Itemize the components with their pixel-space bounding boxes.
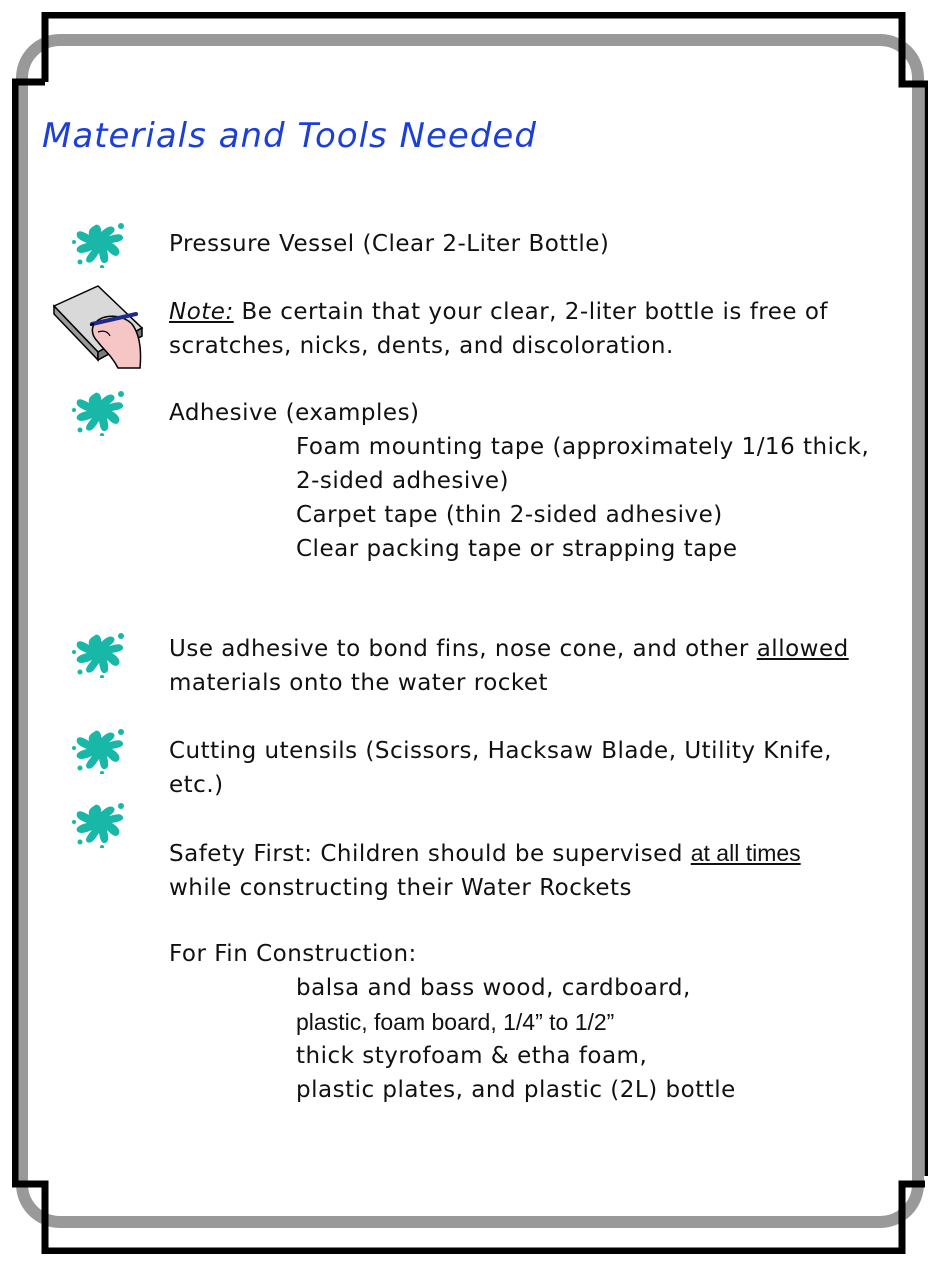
note-block [169,295,828,363]
teal-splat-bullet-icon [72,800,126,848]
hand-writing-on-notepad-icon [52,284,144,370]
teal-splat-bullet-icon [72,726,126,774]
item-pressure-vessel: Pressure Vessel (Clear 2-Liter Bottle) [169,231,610,257]
safety-text: Safety First: Children should be supervised [169,841,691,867]
item-cutting-utensils [169,734,832,802]
cutting-line-1: Cutting utensils (Scissors, Hacksaw Blade, Utility Knife, [169,738,832,764]
note-line-2: scratches, nicks, dents, and discoloration. [169,333,674,359]
fin-item: plastic plates, and plastic (2L) bottle [296,1077,736,1103]
note-line-1 [169,295,828,329]
use-adhesive-text: Use adhesive to bond fins, nose cone, and other [169,636,757,662]
fin-heading: For Fin Construction: [169,941,417,967]
item-fin-construction [169,937,736,1107]
cutting-line-2: etc.) [169,772,224,798]
use-adhesive-line-2: materials onto the water rocket [169,670,549,696]
at-all-times-emphasis: at all times [690,840,801,866]
adhesive-heading: Adhesive (examples) [169,400,420,426]
item-use-adhesive [169,632,849,700]
item-adhesive [169,396,869,566]
teal-splat-bullet-icon [72,388,126,436]
note-text-1: Be certain that your clear, 2-liter bottle is free of [233,299,829,325]
adhesive-item: Clear packing tape or strapping tape [296,536,738,562]
fin-item: plastic, foam board, 1/4” to 1/2” [296,1009,615,1035]
adhesive-item: Foam mounting tape (approximately 1/16 thick, [296,434,870,460]
fin-item: thick styrofoam & etha foam, [296,1043,648,1069]
allowed-emphasis: allowed [756,636,849,662]
teal-splat-bullet-icon [72,630,126,678]
item-safety-first [169,836,801,905]
adhesive-item: 2-sided adhesive) [296,468,509,494]
fin-item: balsa and bass wood, cardboard, [296,975,691,1001]
safety-line-2: while constructing their Water Rockets [169,875,633,901]
page-title: Materials and Tools Needed [42,116,537,156]
note-label: Note: [169,299,234,325]
teal-splat-bullet-icon [72,220,126,268]
adhesive-item: Carpet tape (thin 2-sided adhesive) [296,502,723,528]
